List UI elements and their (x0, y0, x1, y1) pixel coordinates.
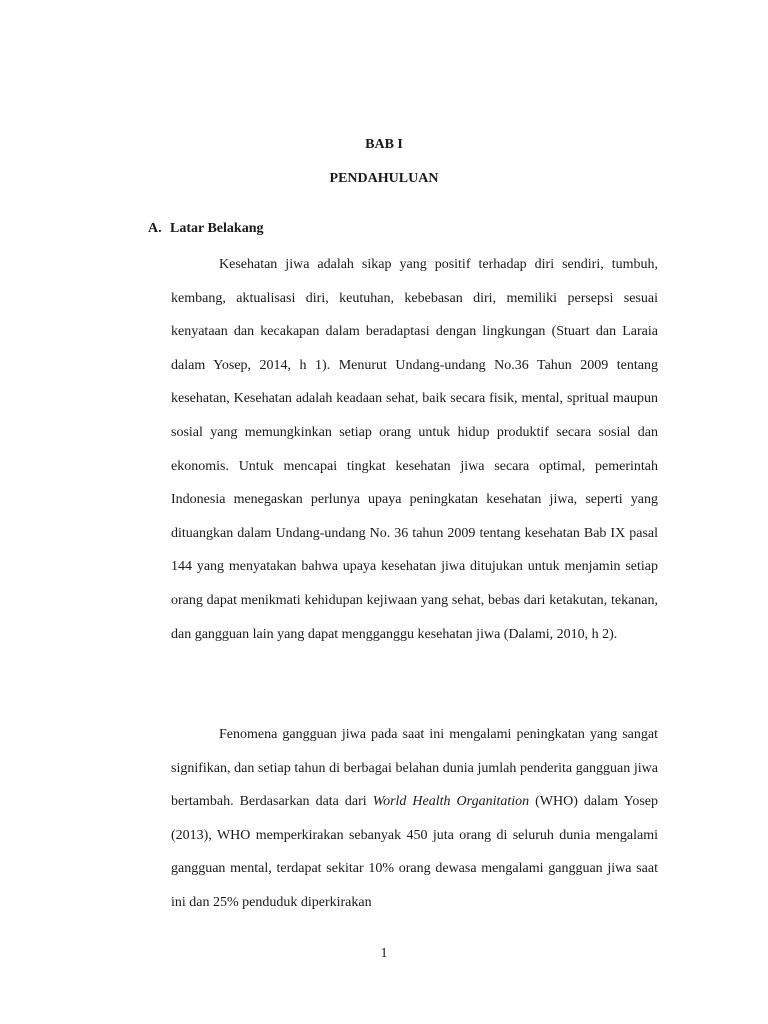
paragraph-1-text: Kesehatan jiwa adalah sikap yang positif terhadap diri sendiri, tumbuh, kembang, aktualisasi diri, keutuhan, kebebasan diri, memiliki persepsi sesuai kenyataan dan kecakapan dalam beradaptasi dengan lingkungan (Stuart dan Laraia dalam Yosep, 2014, h 1). Menurut Undang-undang No.36 Tahun 2009 tentang kesehatan, Kesehatan adalah keadaan sehat, baik secara fisik, mental, spritual maupun sosial yang memungkinkan setiap orang untuk hidup produktif secara sosial dan ekonomis. Untuk mencapai tingkat kesehatan jiwa secara optimal, pemerintah Indonesia menegaskan perlunya upaya peningkatan kesehatan jiwa, seperti yang dituangkan dalam Undang-undang No. 36 tahun 2009 tentang kesehatan Bab IX pasal 144 yang menyatakan bahwa upaya kesehatan jiwa ditujukan untuk menjamin setiap orang dapat menikmati kehidupan kejiwaan yang sehat, bebas dari ketakutan, tekanan, dan gangguan lain yang dapat mengganggu kesehatan jiwa (Dalami, 2010, h 2). (171, 257, 658, 642)
section-heading (148, 221, 263, 237)
chapter-heading: BAB I (365, 137, 403, 152)
paragraph-2-text-after: (WHO) dalam Yosep (2013), WHO memperkirakan sebanyak 450 juta orang di seluruh dunia mengalami gangguan mental, terdapat sekitar 10% orang dewasa mengalami gangguan jiwa saat ini dan 25% penduduk diperkirakan (171, 794, 658, 910)
paragraph-1 (171, 248, 658, 651)
paragraph-2-text-before: Fenomena gangguan jiwa pada saat ini mengalami peningkatan yang sangat signifikan, dan setiap tahun di berbagai belahan dunia jumlah penderita gangguan jiwa bertambah. Berdasarkan data dari (171, 727, 658, 810)
paragraph-2-italic-term: World Health Organitation (372, 794, 530, 810)
paragraph-2 (171, 718, 658, 920)
section-title: Latar Belakang (170, 221, 264, 236)
section-number: A. (148, 221, 162, 236)
page-number: 1 (380, 946, 388, 961)
chapter-title: PENDAHULUAN (329, 171, 439, 186)
